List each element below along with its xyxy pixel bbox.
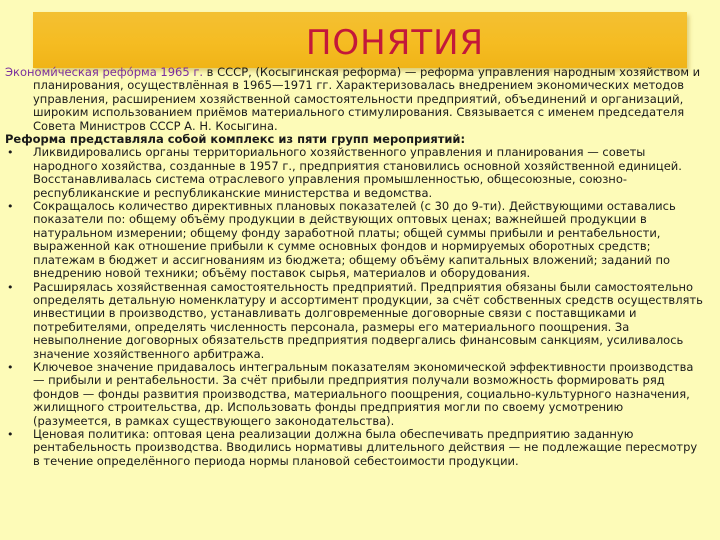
list-item [5,281,705,361]
point-text: Расширялась хозяйственная самостоятельность предприятий. Предприятия обязаны были самостоятельно определять детальную номенклатуру и ассортимент продукции, за счёт собственных средств осуществлять инвестиции в производство, устанавливать долговременные договорные связи с поставщиками и потребителями, определять численность персонала, размеры его материального поощрения. За невыполнение договорных обязательств предприятия подвергались финансовым санкциям, усиливалось значение хозяйственного арбитража. [33,279,703,361]
list-item [5,361,705,428]
list-item [5,146,705,200]
intro-paragraph [5,66,705,133]
title-bar [33,12,687,68]
list-item [5,428,705,468]
list-item [5,200,705,280]
lead-heading: Реформа представляла собой комплекс из пяти групп мероприятий: [5,132,466,147]
intro-text: в СССР, (Косыгинская реформа) — реформа управления народным хозяйством и планирования, осуществлённая в 1965—1971 гг. Характеризовалась внедрением экономических методов управления, расширением хозяйственной самостоятельности предприятий, объединений и организаций, широким использованием приёмов материального стимулирования. Связывается с именем председателя Совета Министров СССР А. Н. Косыгина. [33,65,701,133]
slide-title: ПОНЯТИЯ [305,23,485,63]
bullet-icon: • [7,280,14,294]
slide-content [5,66,705,468]
points-list [5,146,705,468]
bullet-icon: • [7,200,14,214]
bullet-icon: • [7,360,14,374]
bullet-icon: • [7,146,14,160]
point-text: Ценовая политика: оптовая цена реализации должна была обеспечивать предприятию заданную рентабельность производства. Вводились нормативы длительного действия — не подлежащие пересмотру в течение определённого периода нормы плановой себестоимости продукции. [33,426,698,468]
bullet-icon: • [7,427,14,441]
point-text: Сокращалось количество директивных плановых показателей (с 30 до 9-ти). Действующими оставались показатели по: общему объёму продукции в действующих оптовых ценах; важнейшей продукции в натуральном измерении; общему фонду заработной платы; общей суммы прибыли и рентабельности, выраженной как отношение прибыли к сумме основных фондов и нормируемых оборотных средств; платежам в бюджет и ассигнованиям из бюджета; общему объёму капитальных вложений; заданий по внедрению новой техники; объёму поставок сырья, материалов и оборудования. [33,199,676,281]
point-text: Ликвидировались органы территориального хозяйственного управления и планирования — советы народного хозяйства, созданные в 1957 г., предприятия становились основной хозяйственной единицей. Восстанавливалась система отраслевого управления промышленностью, общесоюзные, союзно-республиканские и республиканские министерства и ведомства. [33,145,682,200]
intro-term: Экономи́ческая рефо́рма 1965 г. [5,65,204,79]
point-text: Ключевое значение придавалось интегральным показателям экономической эффективности производства — прибыли и рентабельности. За счёт прибыли предприятия получали возможность формировать ряд фондов — фонды развития производства, материального поощрения, социально-культурного назначения, жилищного строительства, др. Использовать фонды предприятия могли по своему усмотрению (разумеется, в рамках существующего законодательства). [33,359,694,428]
